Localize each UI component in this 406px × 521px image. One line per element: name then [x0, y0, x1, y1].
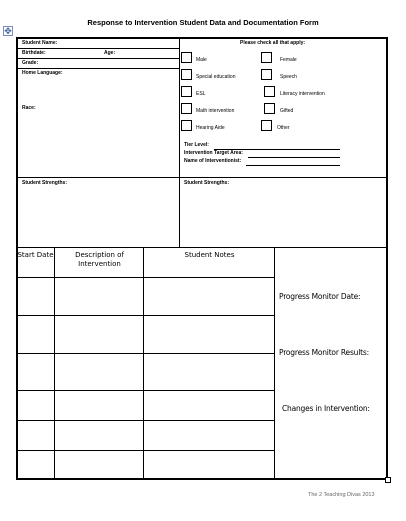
checkbox-label: Speech: [280, 74, 297, 80]
col-divider: [274, 248, 275, 479]
progress-monitor-date-label: Progress Monitor Date:: [279, 292, 361, 301]
table-row: [17, 420, 275, 421]
tier-level-label: Tier Level:: [184, 142, 209, 148]
interventionist-label: Name of Interventionist:: [184, 158, 242, 164]
student-name-label: Student Name:: [22, 40, 58, 46]
checkbox-speech[interactable]: [261, 69, 272, 80]
checkbox-gifted[interactable]: [264, 103, 275, 114]
divider: [17, 48, 179, 49]
checkbox-hearing-aide[interactable]: [181, 120, 192, 131]
checkbox-label: ESL: [196, 91, 206, 97]
table-row: [17, 315, 275, 316]
checkbox-literacy-intervention[interactable]: [264, 86, 275, 97]
strengths-right-label: Student Strengths:: [184, 180, 229, 186]
table-row: [17, 353, 275, 354]
table-resize-handle[interactable]: [385, 477, 391, 483]
checkbox-label: Other: [277, 125, 290, 131]
checkbox-other[interactable]: [261, 120, 272, 131]
checkbox-special-education[interactable]: [181, 69, 192, 80]
progress-monitor-results-label: Progress Monitor Results:: [279, 348, 369, 357]
age-label: Age:: [104, 50, 116, 56]
divider: [17, 247, 387, 248]
checkbox-label: Math intervention: [196, 108, 235, 114]
table-row: [17, 277, 275, 278]
checkbox-male[interactable]: [181, 52, 192, 63]
description-header: Description of Intervention: [75, 251, 124, 268]
checkbox-math-intervention[interactable]: [181, 103, 192, 114]
checkbox-label: Literacy intervention: [280, 91, 325, 97]
table-row: [17, 450, 275, 451]
checkbox-label: Female: [280, 57, 297, 63]
interventionist-line[interactable]: [246, 165, 340, 166]
divider: [17, 177, 387, 178]
divider: [17, 68, 179, 69]
table-row: [17, 390, 275, 391]
table-move-handle-icon[interactable]: ✥: [4, 26, 12, 36]
home-language-label: Home Language:: [22, 70, 63, 76]
upper-divider: [179, 38, 180, 247]
checkbox-female[interactable]: [261, 52, 272, 63]
birthdate-label: Birthdate:: [22, 50, 46, 56]
footer-credit: The 2 Teaching Divas 2013: [308, 492, 375, 498]
grade-label: Grade:: [22, 60, 39, 66]
form-title: Response to Intervention Student Data and Documentation Form: [87, 18, 319, 27]
race-label: Race:: [22, 105, 36, 111]
check-header: Please check all that apply:: [240, 40, 306, 46]
col-divider: [54, 248, 55, 479]
checkbox-esl[interactable]: [181, 86, 192, 97]
target-area-line[interactable]: [248, 157, 340, 158]
start-date-header: Start Date: [17, 251, 54, 259]
checkbox-label: Gifted: [280, 108, 294, 114]
checkbox-label: Hearing Aide: [196, 125, 225, 131]
strengths-left-label: Student Strengths:: [22, 180, 67, 186]
checkbox-label: Special education: [196, 74, 236, 80]
student-notes-header: Student Notes: [184, 251, 235, 259]
changes-in-intervention-label: Changes in Intervention:: [282, 404, 370, 413]
divider: [17, 58, 179, 59]
target-area-label: Intervention Target Area:: [184, 150, 243, 156]
col-divider: [143, 248, 144, 479]
checkbox-label: Male: [196, 57, 207, 63]
